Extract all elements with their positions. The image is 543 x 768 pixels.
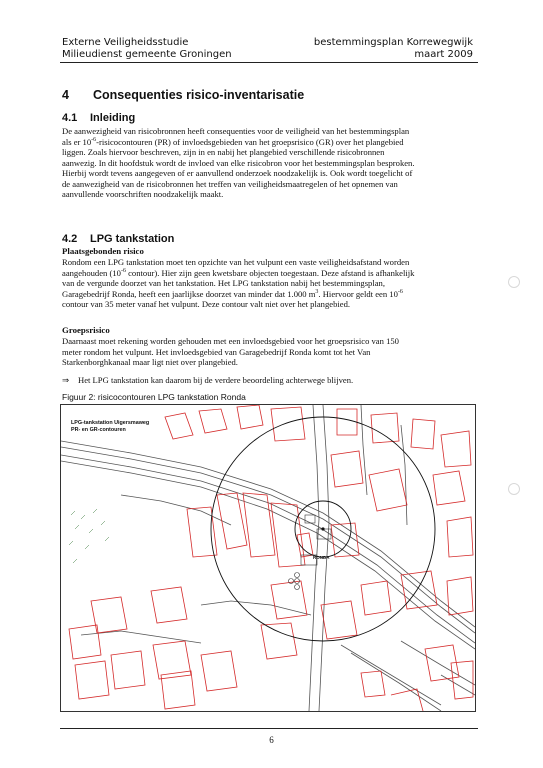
conclusion-line bbox=[62, 375, 353, 386]
chapter-number: 4 bbox=[62, 88, 69, 102]
section-title: LPG tankstation bbox=[90, 233, 175, 245]
text-line: van de vergunde doorzet van het tankstation. Het LPG tankstation nabij het bestemmingsplan, bbox=[62, 278, 385, 288]
road-network bbox=[61, 405, 475, 711]
text-line: Daarnaast moet rekening worden gehouden met een invloedsgebied voor het groepsrisico van 150 bbox=[62, 336, 399, 346]
header-department: Milieudienst gemeente Groningen bbox=[62, 49, 232, 60]
figure-caption: Figuur 2: risicocontouren LPG tankstation Ronda bbox=[62, 392, 246, 402]
header-date: maart 2009 bbox=[414, 49, 473, 60]
implies-arrow-icon: ⇒ bbox=[62, 375, 70, 385]
subheading-plaatsgebonden-risico: Plaatsgebonden risico bbox=[62, 246, 144, 256]
header-right bbox=[314, 37, 473, 61]
risk-contour-map bbox=[60, 404, 476, 712]
header-study-title: Externe Veiligheidsstudie bbox=[62, 37, 189, 48]
filling-point-marker bbox=[321, 527, 324, 530]
text-line: aanvullende voorschriften noodzakelijk maakt. bbox=[62, 189, 224, 199]
section-heading-lpg bbox=[62, 233, 174, 245]
text-line: als er $10^{-6}$-risicocontouren (PR) of invloedsgebieden van het groepsrisico (GR) over het plangebied bbox=[62, 136, 404, 147]
text-line: meter rondom het vulpunt. Het invloedsgebied van Garagebedrijf Ronda komt tot het Van bbox=[62, 346, 371, 357]
map-drawing bbox=[61, 405, 475, 711]
binder-hole-icon bbox=[508, 276, 520, 288]
text-line: Rondom een LPG tankstation moet ten opzichte van het vulpunt een vaste veiligheidsafstand worden bbox=[62, 257, 410, 267]
plaatsgebonden-paragraph bbox=[62, 257, 482, 310]
legend-line-contours: PR- en GR-contouren bbox=[71, 427, 126, 433]
chapter-title: Consequenties risico-inventarisatie bbox=[93, 88, 305, 102]
chapter-heading bbox=[62, 88, 304, 102]
marsh-area bbox=[69, 509, 109, 563]
text-line: de aanwezigheid van de risicobronnen het treffen van veiligheidsmaatregelen of het opnemen van bbox=[62, 178, 398, 189]
map-legend bbox=[69, 419, 151, 435]
text-line: Starkenborghkanaal maar ligt niet over plangebied. bbox=[62, 357, 238, 367]
page-number: 6 bbox=[269, 735, 274, 745]
text-line: liggen. Zoals hiervoor beschreven, zijn in en nabij het plangebied verschillende risicobronnen bbox=[62, 147, 385, 157]
section-number: 4.2 bbox=[62, 233, 78, 245]
binder-hole-icon bbox=[508, 483, 520, 495]
groepsrisico-paragraph bbox=[62, 336, 482, 368]
conclusion-text: Het LPG tankstation kan daarom bij de verdere beoordeling achterwege blijven. bbox=[78, 375, 354, 385]
text-line: Garagebedrijf Ronda, heeft een jaarlijkse doorzet van minder dat 1.000 $m^3$. Hiervoor geldt een $10^{-6}$ bbox=[62, 288, 403, 299]
text-line: aanwezig. In dit hoofdstuk wordt de invloed van elke risicobron voor het bestemmingsplan besproken. bbox=[62, 157, 415, 168]
header-plan-name: bestemmingsplan Korrewegwijk bbox=[313, 37, 473, 48]
section-heading-inleiding bbox=[62, 112, 135, 124]
text-line: aangehouden ($10^{-6}$ contour). Hier zijn geen kwetsbare objecten toegestaan. Deze afstand is afhankelijk bbox=[62, 267, 415, 278]
section-number: 4.1 bbox=[62, 112, 78, 124]
subheading-groepsrisico: Groepsrisico bbox=[62, 325, 110, 335]
section-title: Inleiding bbox=[90, 112, 136, 124]
footer-rule bbox=[60, 728, 478, 729]
text-line: Hierbij wordt tevens aangegeven of er aanvullend onderzoek noodzakelijk is. Ook wordt toegelicht of bbox=[62, 168, 413, 178]
text-line: contour van 35 meter vanaf het vulpunt. Deze contour valt niet over het plangebied. bbox=[62, 299, 351, 309]
parcel-outlines bbox=[69, 405, 473, 711]
header-rule bbox=[60, 62, 478, 63]
legend-line-station: LPG-tankstation Uigersmaweg bbox=[71, 420, 150, 426]
text-line: De aanwezigheid van risicobronnen heeft consequenties voor de veiligheid van het bestemmingsplan bbox=[62, 126, 410, 136]
header-left bbox=[62, 37, 232, 61]
intro-paragraph bbox=[62, 126, 482, 200]
station-label: RONDA bbox=[313, 555, 330, 560]
